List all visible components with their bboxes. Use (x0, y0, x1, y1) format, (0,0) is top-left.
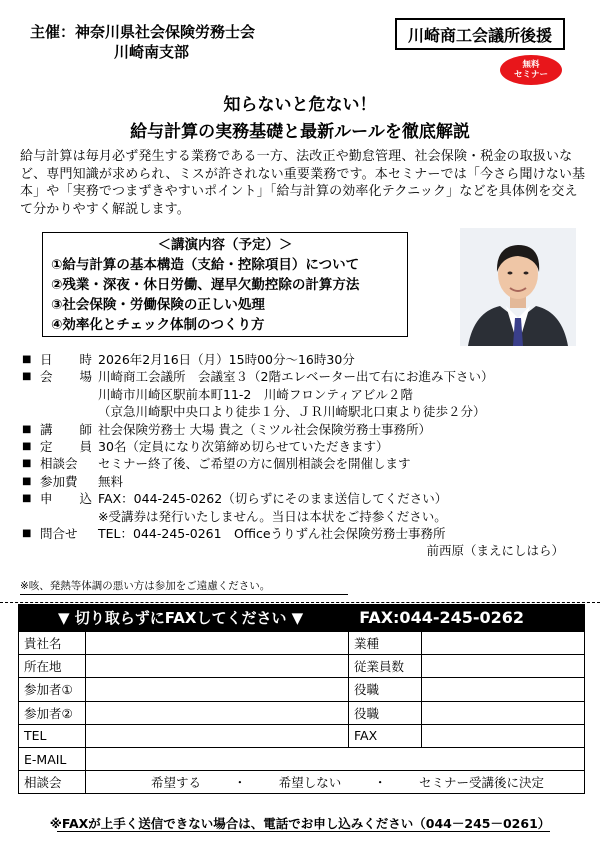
cut-line (0, 602, 600, 603)
consult-option-yes[interactable]: 希望する (151, 775, 202, 791)
table-row (19, 724, 585, 747)
email-label: E-MAIL (19, 747, 86, 770)
position2-label: 役職 (349, 701, 422, 724)
capacity-value: 30名（定員になり次第締め切らせていただきます） (98, 439, 389, 455)
event-details (22, 351, 592, 560)
tel-label: TEL (19, 724, 86, 747)
company-field[interactable] (86, 632, 349, 655)
badge-line1: 無料 (522, 60, 540, 70)
employees-field[interactable] (422, 655, 585, 678)
detail-consult: ■ 相談会 セミナー終了後、ご希望の方に個別相談会を開催します (22, 455, 592, 472)
tel-field[interactable] (86, 724, 349, 747)
employees-label: 従業員数 (349, 655, 422, 678)
table-row (19, 747, 585, 770)
consult-option-no[interactable]: 希望しない (278, 775, 342, 791)
contents-item: ③社会保険・労働保険の正しい処理 (51, 297, 265, 313)
health-note: ※咳、発熱等体調の悪い方は参加をご遠慮ください。 (20, 580, 271, 592)
position1-field[interactable] (422, 678, 585, 701)
consult-value: セミナー終了後、ご希望の方に個別相談会を開催します (98, 456, 411, 472)
backer-box: 川崎商工会議所後援 (395, 18, 565, 50)
detail-date: ■ 日 時 2026年2月16日（月）15時00分～16時30分 (22, 351, 592, 368)
contents-box (42, 232, 408, 337)
consult-label: 相談会 (19, 771, 86, 794)
date-value: 2026年2月16日（月）15時00分～16時30分 (98, 352, 355, 367)
fax-number: FAX:044-245-0262 (359, 608, 525, 627)
consult-options: 希望する ・ 希望しない ・ セミナー受講後に決定 (86, 771, 585, 794)
company-label: 貴社名 (19, 632, 86, 655)
footer-underline (57, 831, 550, 832)
contents-item: ④効率化とチェック体制のつくり方 (51, 317, 265, 333)
headline-catch: 知らないと危ない！ (223, 95, 377, 115)
inquiry-value: TEL：044-245-0261 Officeうりずん社会保険労務士事務所 (98, 526, 446, 542)
badge-line2: セミナー (513, 70, 548, 80)
venue-value: 川崎商工会議所 会議室３（2階エレベーター出て右にお進み下さい） (98, 369, 494, 385)
address-label: 所在地 (19, 655, 86, 678)
table-row (19, 701, 585, 724)
detail-venue: ■ 会 場 川崎商工会議所 会議室３（2階エレベーター出て右にお進み下さい） (22, 368, 592, 385)
fax-instruction: ▼ 切り取らずにFAXしてください ▼ (58, 609, 304, 627)
position1-label: 役職 (349, 678, 422, 701)
headline-title: 給与計算の実務基礎と最新ルールを徹底解説 (130, 122, 470, 142)
fax-field[interactable] (422, 724, 585, 747)
consult-option-later[interactable]: セミナー受講後に決定 (418, 775, 544, 791)
contents-item: ①給与計算の基本構造（支給・控除項目）について (51, 257, 360, 273)
table-row (19, 678, 585, 701)
organizer (30, 22, 255, 62)
organizer-line2: 川崎南支部 (114, 43, 190, 61)
venue-access: （京急川崎駅中央口より徒歩１分、ＪＲ川崎駅北口東より徒歩２分） (98, 404, 486, 420)
lecturer-value: 社会保険労務士 大場 貴之（ミツル社会保険労務士事務所） (98, 421, 431, 437)
detail-apply: ■ 申 込 FAX：044-245-0262（切らずにそのまま送信してください） (22, 490, 592, 507)
table-row (19, 632, 585, 655)
fee-value: 無料 (98, 473, 124, 489)
lecturer-photo (460, 228, 576, 346)
participant2-label: 参加者② (19, 701, 86, 724)
intro-text: 給与計算は毎月必ず発生する業務である一方、法改正や勤怠管理、社会保険・税金の取扱いなど、専門知識が求められ、ミスが許されない重要業務です。本セミナーでは「今さら聞けない基本」や「実務でつまずきやすいポイント」「給与計算の効率化テクニック」などを具体例を交えて分かりやすく解説します。 (20, 149, 586, 217)
participant2-field[interactable] (86, 701, 349, 724)
free-seminar-badge (500, 55, 562, 85)
detail-fee: ■ 参加費 無料 (22, 473, 592, 490)
contents-item: ②残業・深夜・休日労働、遅早欠勤控除の計算方法 (51, 277, 360, 293)
organizer-line1: 主催：神奈川県社会保険労務士会 (30, 23, 256, 41)
email-field[interactable] (86, 747, 585, 770)
industry-field[interactable] (422, 632, 585, 655)
detail-inquiry: ■ 問合せ TEL：044-245-0261 Officeうりずん社会保険労務士事務所 (22, 525, 592, 542)
industry-label: 業種 (349, 632, 422, 655)
detail-lecturer: ■ 講 師 社会保険労務士 大場 貴之（ミツル社会保険労務士事務所） (22, 421, 592, 438)
address-field[interactable] (86, 655, 349, 678)
participant1-field[interactable] (86, 678, 349, 701)
footer-note: ※FAXが上手く送信できない場合は、電話でお申し込みください（044－245－0261） (49, 816, 551, 831)
lecturer-portrait-icon (460, 228, 576, 346)
inquiry-contact-name: 前西原（まえにしはら） (426, 543, 564, 559)
table-row (19, 655, 585, 678)
detail-capacity: ■ 定 員 30名（定員になり次第締め切らせていただきます） (22, 438, 592, 455)
contents-title: ＜講演内容（予定）＞ (157, 237, 293, 253)
table-row (19, 771, 585, 794)
apply-value: FAX：044-245-0262（切らずにそのまま送信してください） (98, 491, 448, 507)
application-form (18, 631, 585, 794)
note-underline (20, 594, 348, 595)
fax-bar (18, 604, 585, 631)
participant1-label: 参加者① (19, 678, 86, 701)
apply-note: ※受講券は発行いたしません。当日は本状をご持参ください。 (98, 508, 447, 524)
venue-address: 川崎市川崎区駅前本町11-2 川崎フロンティアビル２階 (98, 386, 413, 402)
position2-field[interactable] (422, 701, 585, 724)
fax-label: FAX (349, 724, 422, 747)
